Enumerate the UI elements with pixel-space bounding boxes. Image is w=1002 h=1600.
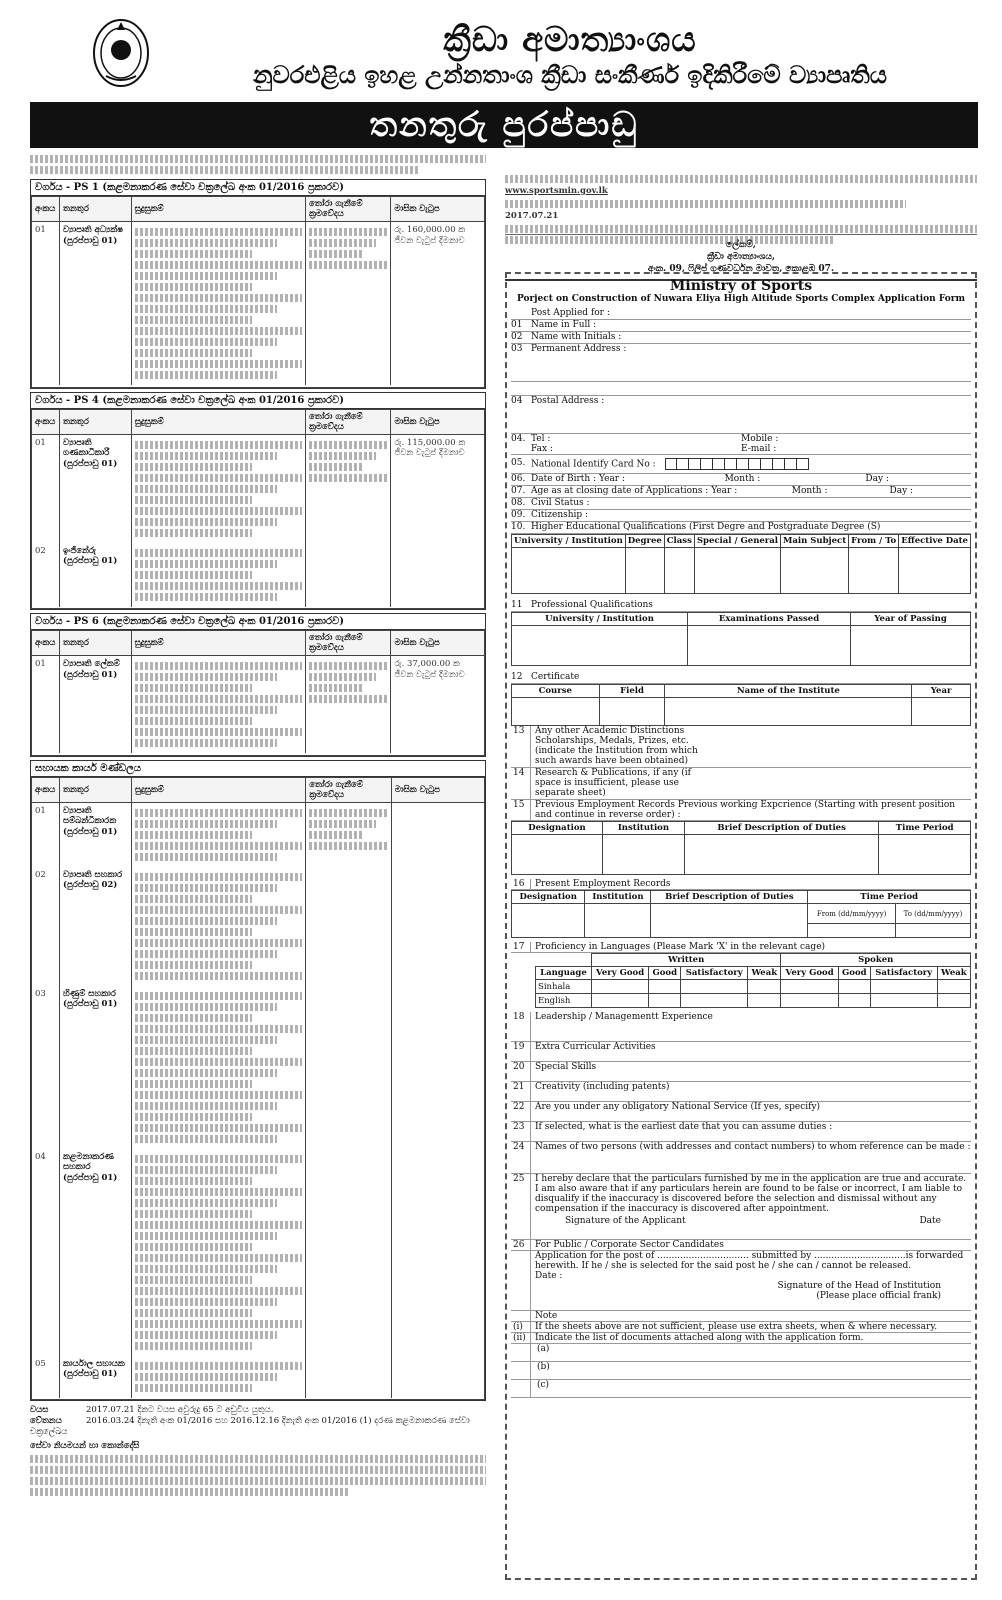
certificate-row: 12 Certificate — [511, 672, 971, 684]
column-header: තනතුර — [59, 409, 131, 434]
proficiency-cell[interactable] — [870, 994, 937, 1008]
form-column-header: University / Institution — [512, 535, 626, 548]
form-cell[interactable] — [849, 548, 899, 594]
prev-employment-row: 15 Previous Employment Records Previous working Expcrience (Starting with present position and continue in reverse order) : — [511, 800, 971, 821]
vacancy-section — [30, 392, 486, 611]
language-column-header: Very Good — [591, 967, 648, 980]
column-header: මාසික වැටුප — [391, 197, 485, 222]
addr-line-3: අංක. 09, ෆිලිප් ගුණවර්ධන මාවත, කොළඹ 07. — [647, 264, 835, 274]
form-column-header: Degree — [625, 535, 664, 548]
column-header: තෝරා ගැනීමේ ක්‍රමවේදය — [306, 777, 391, 802]
extra-curricular-row[interactable]: 19 Extra Curricular Activities — [511, 1042, 971, 1062]
ministry-title: ක්‍රීඩා අමාත්‍යාංශය — [443, 20, 697, 60]
declaration-row: 25 I hereby declare that the particulars furnished by me in the application are true and accurate. I am also aware that if any particulars herein are found to be false or incorrect, I am liable to disqualify if the inaccuracy is discovered before the selection and dismissal without any compensation if the inaccuracy is discovered after appointment. Signature of the Applicant Date — [511, 1174, 971, 1240]
addr-line-1: ලේකම්, — [726, 240, 756, 250]
form-column-header: Brief Description of Duties — [684, 822, 879, 835]
form-subtitle: Porject on Construction of Nuwara Eliya High Altitude Sports Complex Application Form — [517, 294, 965, 304]
form-cell[interactable] — [512, 835, 603, 875]
table-row: 02 ඉංජිනේරු (පුරප්පාඩු 01) — [32, 543, 485, 607]
language-column-header: Good — [649, 967, 681, 980]
earliest-date-row[interactable]: 23 If selected, what is the earliest date that you can assume duties : — [511, 1122, 971, 1142]
declaration-date[interactable]: Date — [919, 1216, 941, 1226]
proficiency-cell[interactable] — [681, 980, 748, 994]
professional-row: 11 Professional Qualifications — [511, 600, 971, 612]
form-cell[interactable] — [664, 548, 694, 594]
proficiency-cell[interactable] — [591, 980, 648, 994]
notice-url[interactable]: www.sportsmin.gov.lk — [505, 186, 608, 196]
form-cell[interactable] — [850, 626, 970, 666]
terms-footer — [30, 1405, 486, 1496]
proficiency-cell[interactable] — [781, 994, 838, 1008]
language-column-header: Weak — [937, 967, 970, 980]
vacancy-table — [31, 630, 485, 756]
languages-table[interactable] — [535, 953, 971, 1008]
column-header: මාසික වැටුප — [391, 777, 484, 802]
applicant-signature[interactable]: Signature of the Applicant — [565, 1216, 686, 1226]
language-column-header: Very Good — [781, 967, 838, 980]
language-column-header: Good — [838, 967, 870, 980]
form-cell[interactable] — [512, 548, 626, 594]
table-row: 01 ව්‍යාපෘති සම්බන්ධීකාරක (පුරප්පාඩු 01) — [32, 802, 485, 867]
proficiency-cell[interactable] — [649, 994, 681, 1008]
form-column-header: Time Period — [879, 822, 971, 835]
vacancy-table — [31, 777, 485, 1401]
vacancy-section — [30, 760, 486, 1402]
form-title: Ministry of Sports — [669, 278, 813, 294]
section-title: සහායක කාර්ය මණ්ඩලය — [31, 761, 485, 777]
column-header: තනතුර — [59, 631, 131, 656]
column-header: මාසික වැටුප — [391, 409, 485, 434]
note-i-row: (i) If the sheets above are not sufficient, please use extra sheets, when & where necessary. — [511, 1322, 971, 1333]
vacancy-section — [30, 179, 486, 389]
written-header: Written — [591, 954, 781, 967]
vacancy-section — [30, 613, 486, 757]
form-cell[interactable] — [684, 835, 879, 875]
form-column-header: Special / General — [694, 535, 780, 548]
academic-distinctions-row[interactable]: 13 Any other Academic Distinctions Scholarships, Medals, Prizes, etc. (indicate the Institution from which such awards have been obtained) — [511, 726, 971, 768]
form-cell[interactable] — [781, 548, 849, 594]
form-cell[interactable] — [512, 698, 600, 726]
column-header: සුදුසුකම් — [131, 197, 305, 222]
form-cell[interactable] — [599, 698, 665, 726]
header — [0, 0, 1002, 160]
age-text: 2017.07.21 දිනට වයස අවුරුදු 65 ට අඩුවිය යුතුය. — [86, 1405, 274, 1415]
column-header: සුදුසුකම් — [131, 631, 305, 656]
form-cell[interactable] — [602, 835, 684, 875]
column-header: තෝරා ගැනීමේ ක්‍රමවේදය — [305, 197, 390, 222]
proficiency-cell[interactable] — [591, 994, 648, 1008]
national-emblem-icon — [92, 18, 150, 88]
form-column-header: University / Institution — [512, 613, 688, 626]
form-cell[interactable] — [665, 698, 912, 726]
application-column — [505, 172, 977, 1580]
form-column-header: Field — [599, 685, 665, 698]
table-row: 02 ව්‍යාපෘති සහකාර (පුරප්පාඩු 02) — [32, 867, 485, 986]
proficiency-cell[interactable] — [937, 994, 970, 1008]
dob-row[interactable]: 06. Date of Birth : Year : Month : Day : — [511, 474, 971, 486]
form-column-header: Institution — [602, 822, 684, 835]
full-name-row[interactable]: 01 Name in Full : — [511, 320, 971, 332]
nic-row[interactable]: 05. National Identify Card No : — [511, 455, 971, 474]
national-service-row[interactable]: 22 Are you under any obligatory National Service (If yes, specify) — [511, 1102, 971, 1122]
form-cell[interactable] — [625, 548, 664, 594]
table-row: 05 කාර්යාල සහායක (පුරප්පාඩු 01) — [32, 1356, 485, 1398]
addr-line-2: ක්‍රීඩා අමාත්‍යාංශය, — [706, 252, 776, 262]
form-column-header: Designation — [512, 822, 603, 835]
language-column-header: Language — [536, 967, 592, 980]
civil-status-row[interactable]: 08. Civil Status : — [511, 498, 971, 510]
column-header: අංකය — [32, 197, 60, 222]
column-header: සුදුසුකම් — [131, 409, 305, 434]
contact-row[interactable]: 04. Tel : Fax : Mobile : E-mail : — [511, 434, 971, 455]
form-column-header: Course — [512, 685, 600, 698]
creativity-row[interactable]: 21 Creativity (including patents) — [511, 1082, 971, 1102]
section-title: වර්ගය - PS 6 (කළමනාකරණ සේවා චක්‍රලේඛ අංක 01/2016 ප්‍රකාරව) — [31, 614, 485, 630]
form-column-header: Class — [664, 535, 694, 548]
proficiency-cell[interactable] — [748, 980, 781, 994]
languages-row: 17 Proficiency in Languages (Please Mark 'X' in the relevant cage) — [511, 942, 971, 953]
initials-row[interactable]: 02 Name with Initials : — [511, 332, 971, 344]
research-row[interactable]: 14 Research & Publications, if any (if space is insufficient, please use separate sheet) — [511, 768, 971, 800]
table-row: 04 කළමනාකරණ සහකාර (පුරප්පාඩු 01) — [32, 1149, 485, 1356]
age-label: වයස — [30, 1405, 49, 1415]
form-column-header: Examinations Passed — [688, 613, 851, 626]
proficiency-cell[interactable] — [870, 980, 937, 994]
proficiency-cell[interactable] — [748, 994, 781, 1008]
proficiency-cell[interactable] — [937, 980, 970, 994]
column-header: තෝරා ගැනීමේ ක්‍රමවේදය — [306, 631, 391, 656]
terms-label: සේවා නියමයන් හා කොන්දේසි — [30, 1441, 140, 1451]
salary-text: 2016.03.24 දිනැති අංක 01/2016 සහ 2016.12.16 දිනැති අංක 01/2016 (1) දරණ කළමනාකරණ සේවා චක්‍රලේඛය — [30, 1416, 470, 1437]
vacancy-details-column — [30, 152, 486, 1580]
spoken-header: Spoken — [781, 954, 971, 967]
column-header: අංකය — [32, 777, 60, 802]
postal-address-row[interactable]: 04 Postal Address : — [511, 396, 971, 434]
document-a-row[interactable]: (a) — [511, 1344, 971, 1362]
table-row: 01 ව්‍යාපෘති අධ්‍යක්ෂ (පුරප්පාඩු 01) රු. 160,000.00 ක ජීවන වැටුප් දීමනාව — [32, 222, 485, 386]
form-cell[interactable] — [912, 698, 971, 726]
form-column-header: Year — [912, 685, 971, 698]
certificate-table[interactable] — [511, 684, 971, 726]
form-column-header: Name of the Institute — [665, 685, 912, 698]
column-header: තෝරා ගැනීමේ ක්‍රමවේදය — [306, 409, 391, 434]
section-title: වර්ගය - PS 1 (කළමනාකරණ සේවා චක්‍රලේඛ අංක 01/2016 ප්‍රකාරව) — [31, 180, 485, 196]
leadership-row[interactable]: 18 Leadership / Managementt Experience — [511, 1012, 971, 1042]
form-column-header: From / To — [849, 535, 899, 548]
vacancy-table — [31, 409, 485, 610]
column-header: අංකය — [32, 631, 60, 656]
citizenship-row[interactable]: 09. Citizenship : — [511, 510, 971, 522]
form-cell[interactable] — [899, 548, 971, 594]
proficiency-cell[interactable] — [838, 980, 870, 994]
special-skills-row[interactable]: 20 Special Skills — [511, 1062, 971, 1082]
project-subtitle: නුවරඑළිය ඉහළ උන්නතාංශ ක්‍රීඩා සංකීර්ණ ඉදිකිරීමේ ව්‍යාපෘතිය — [252, 60, 888, 89]
intro-paragraph — [30, 152, 486, 176]
note-row: Note — [511, 1311, 971, 1322]
language-column-header: Satisfactory — [681, 967, 748, 980]
document-b-row[interactable]: (b) — [511, 1362, 971, 1380]
form-column-header: Main Subject — [781, 535, 849, 548]
language-column-header: Satisfactory — [870, 967, 937, 980]
table-row: 03 හිණුම් සහකාර (පුරප්පාඩු 01) — [32, 986, 485, 1149]
note-ii-row: (ii) Indicate the list of documents attached along with the application form. — [511, 1333, 971, 1344]
form-column-header: Year of Passing — [850, 613, 970, 626]
language-name: English — [536, 994, 592, 1008]
form-column-header: Effective Date — [899, 535, 971, 548]
post-applied-row[interactable]: Post Applied for : — [511, 308, 971, 320]
vacancy-sections — [30, 179, 486, 1401]
proficiency-cell[interactable] — [781, 980, 838, 994]
proficiency-cell[interactable] — [681, 994, 748, 1008]
present-employment-row: 16 Present Employment Records — [511, 879, 971, 890]
column-header: මාසික වැටුප — [391, 631, 485, 656]
column-header: සුදුසුකම් — [131, 777, 305, 802]
form-cell[interactable] — [512, 626, 688, 666]
vacancy-table — [31, 196, 485, 388]
age-row[interactable]: 07. Age as at closing date of Applications : Year : Month : Day : — [511, 486, 971, 498]
section-title: වර්ගය - PS 4 (කළමනාකරණ සේවා චක්‍රලේඛ අංක 01/2016 ප්‍රකාරව) — [31, 393, 485, 409]
prev-employment-table[interactable] — [511, 821, 971, 875]
table-row: 01 ව්‍යාපෘති ගණකාධිකාරී (පුරප්පාඩු 01) රු. 115,000.00 ක ජීවන වැටුප් දීමනාව — [32, 434, 485, 543]
column-header: අංකය — [32, 409, 60, 434]
professional-table[interactable] — [511, 612, 971, 666]
permanent-address-row[interactable]: 03 Permanent Address : — [511, 344, 971, 382]
nic-boxes[interactable] — [665, 458, 809, 470]
language-column-header: Weak — [748, 967, 781, 980]
proficiency-cell[interactable] — [838, 994, 870, 1008]
public-sector-row: 26 For Public / Corporate Sector Candidates — [511, 1240, 971, 1251]
language-name: Sinhala — [536, 980, 592, 994]
application-notice — [505, 175, 977, 235]
forwarding-row[interactable]: Application for the post of ................................ submitted by ................................is forwarded herewith. If he / she is selected for the said post he / she can / cannot be released. Date : Signature of the Head of Institution (Please place official frank) — [511, 1251, 971, 1311]
form-cell[interactable] — [694, 548, 780, 594]
salary-label: වේතනය — [30, 1416, 62, 1426]
present-employment-table[interactable]: Designation Institution Brief Description of Duties Time Period From (dd/mm/yyyy) To (dd/mm/yyyy) — [511, 890, 971, 938]
column-header: තනතුර — [59, 197, 131, 222]
vacancies-banner: තනතුරු පුරප්පාඩු — [30, 102, 978, 148]
proficiency-cell[interactable] — [649, 980, 681, 994]
table-row: 01 ව්‍යාපෘති ලේකම් (පුරප්පාඩු 01) රු. 37,000.00 ක ජීවන වැටුප් දීමනාව — [32, 656, 485, 754]
referees-row[interactable]: 24 Names of two persons (with addresses and contact numbers) to whom reference can be made : — [511, 1142, 971, 1174]
form-cell[interactable] — [688, 626, 851, 666]
form-cell[interactable] — [879, 835, 971, 875]
higher-edu-table[interactable] — [511, 534, 971, 594]
column-header: තනතුර — [59, 777, 131, 802]
notice-date: 2017.07.21 — [505, 211, 559, 221]
application-form — [505, 272, 977, 1580]
document-c-row[interactable]: (c) — [511, 1380, 971, 1398]
higher-edu-row: 10. Higher Educational Qualifications (First Degre and Postgraduate Degree (S) — [511, 522, 971, 534]
